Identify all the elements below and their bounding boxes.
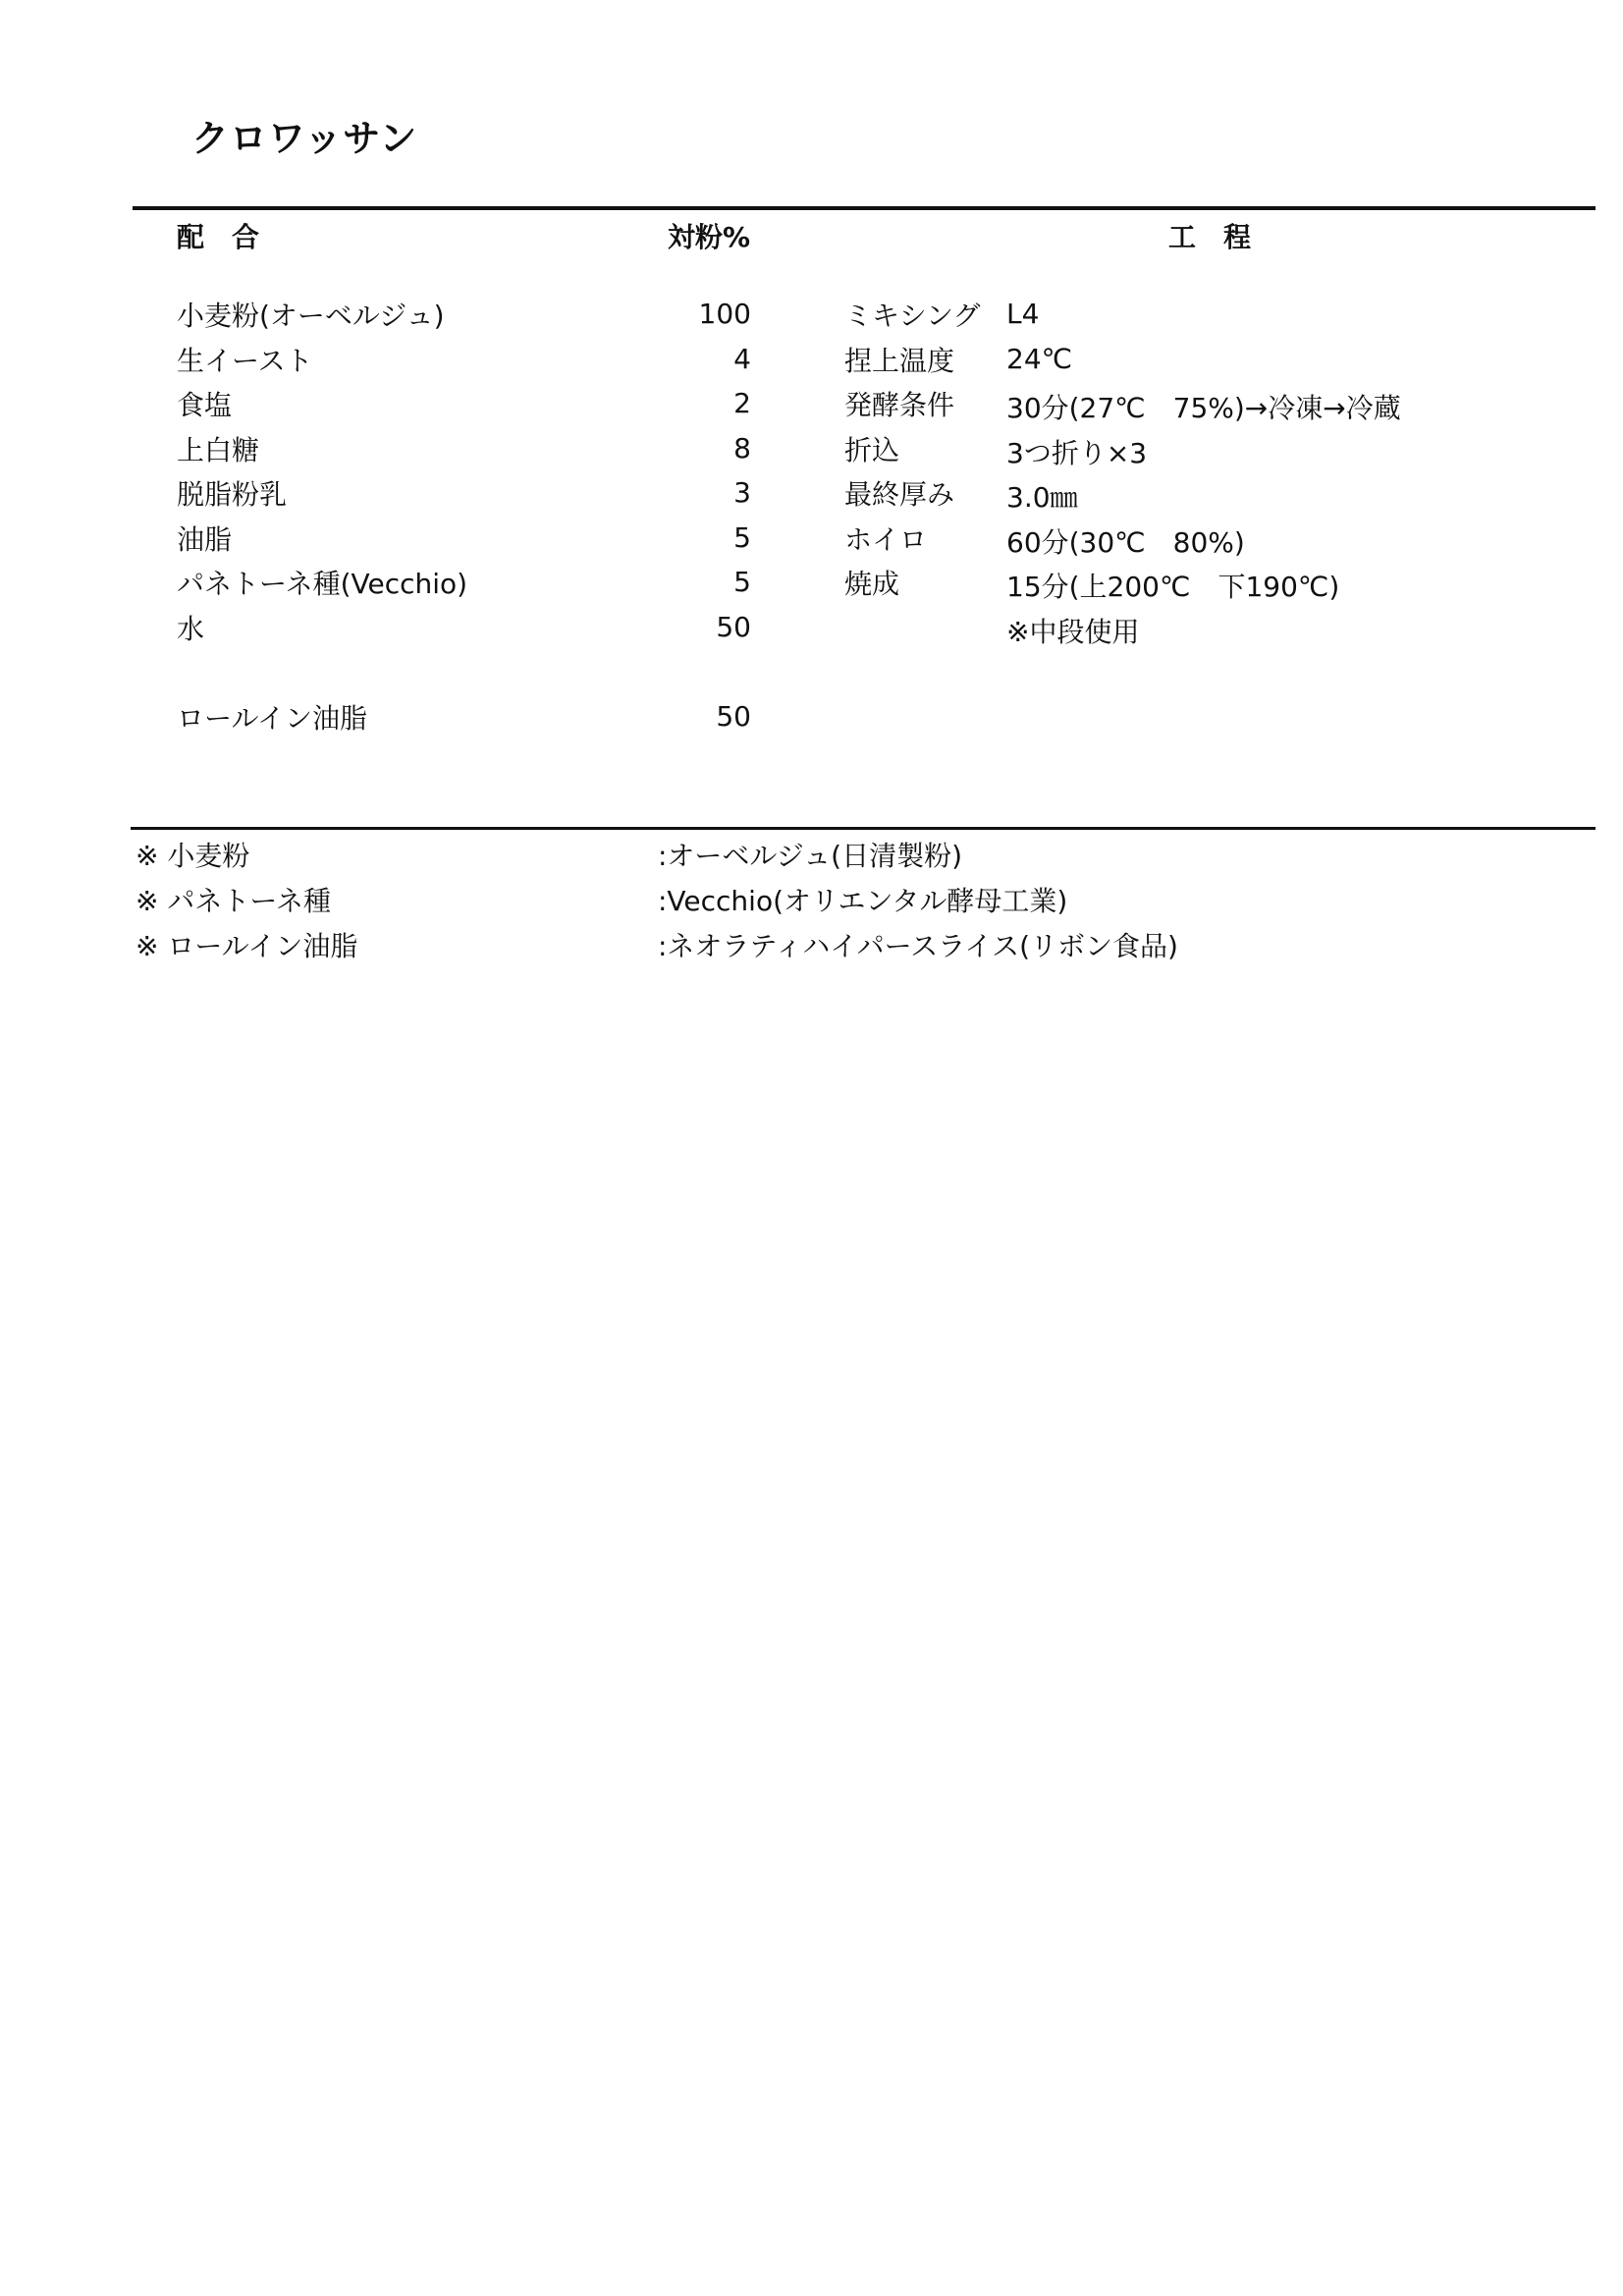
process-step: 折込	[844, 433, 900, 466]
top-rule	[133, 206, 1596, 210]
process-value: 15分(上200℃ 下190℃)	[1006, 571, 1340, 603]
process-step: 発酵条件	[844, 389, 955, 421]
process-step: 焼成	[844, 568, 900, 600]
process-step: 最終厚み	[844, 478, 955, 511]
ingredient-percent: 5	[733, 520, 751, 554]
rollin-percent: 50	[716, 700, 751, 733]
ingredient-percent: 8	[733, 431, 751, 465]
ingredient-percent: 4	[733, 342, 751, 375]
footnote-label: ※ ロールイン油脂	[135, 930, 358, 962]
ingredient-percent: 50	[716, 610, 751, 643]
bottom-rule	[131, 827, 1596, 830]
process-value: 30分(27℃ 75%)→冷凍→冷蔵	[1006, 392, 1401, 424]
process-value: 3.0㎜	[1006, 481, 1078, 514]
header-process: 工 程	[1168, 221, 1252, 253]
ingredient-name: 生イースト	[177, 344, 313, 377]
ingredient-percent: 5	[733, 566, 751, 598]
footnote-label: ※ 小麦粉	[135, 840, 250, 872]
ingredient-name: 脱脂粉乳	[177, 478, 288, 511]
rollin-name: ロールイン油脂	[177, 702, 368, 735]
footnote-value: :オーベルジュ(日清製粉)	[658, 840, 963, 872]
ingredient-name: 食塩	[177, 389, 233, 421]
header-formula: 配 合	[177, 221, 260, 253]
process-step: ホイロ	[844, 522, 928, 556]
process-step: ミキシング	[844, 300, 981, 332]
process-value: ※中段使用	[1006, 615, 1140, 648]
ingredient-name: 水	[177, 612, 205, 645]
ingredient-name: パネトーネ種(Vecchio)	[177, 568, 468, 600]
ingredient-percent: 100	[698, 298, 751, 330]
ingredient-name: 上白糖	[177, 433, 260, 466]
ingredient-name: 小麦粉(オーベルジュ)	[177, 300, 445, 332]
process-value: L4	[1006, 298, 1040, 330]
ingredient-percent: 3	[733, 476, 751, 509]
footnote-label: ※ パネトーネ種	[135, 885, 331, 917]
ingredient-percent: 2	[733, 387, 751, 419]
header-percent: 対粉%	[668, 221, 751, 253]
process-value: 3つ折り×3	[1006, 436, 1148, 469]
process-value: 24℃	[1006, 342, 1073, 375]
footnote-value: :Vecchio(オリエンタル酵母工業)	[658, 885, 1068, 917]
footnote-value: :ネオラティハイパースライス(リボン食品)	[658, 930, 1178, 962]
page-title: クロワッサン	[191, 117, 418, 160]
ingredient-name: 油脂	[177, 522, 233, 556]
process-step: 捏上温度	[844, 344, 955, 377]
process-value: 60分(30℃ 80%)	[1006, 525, 1245, 559]
